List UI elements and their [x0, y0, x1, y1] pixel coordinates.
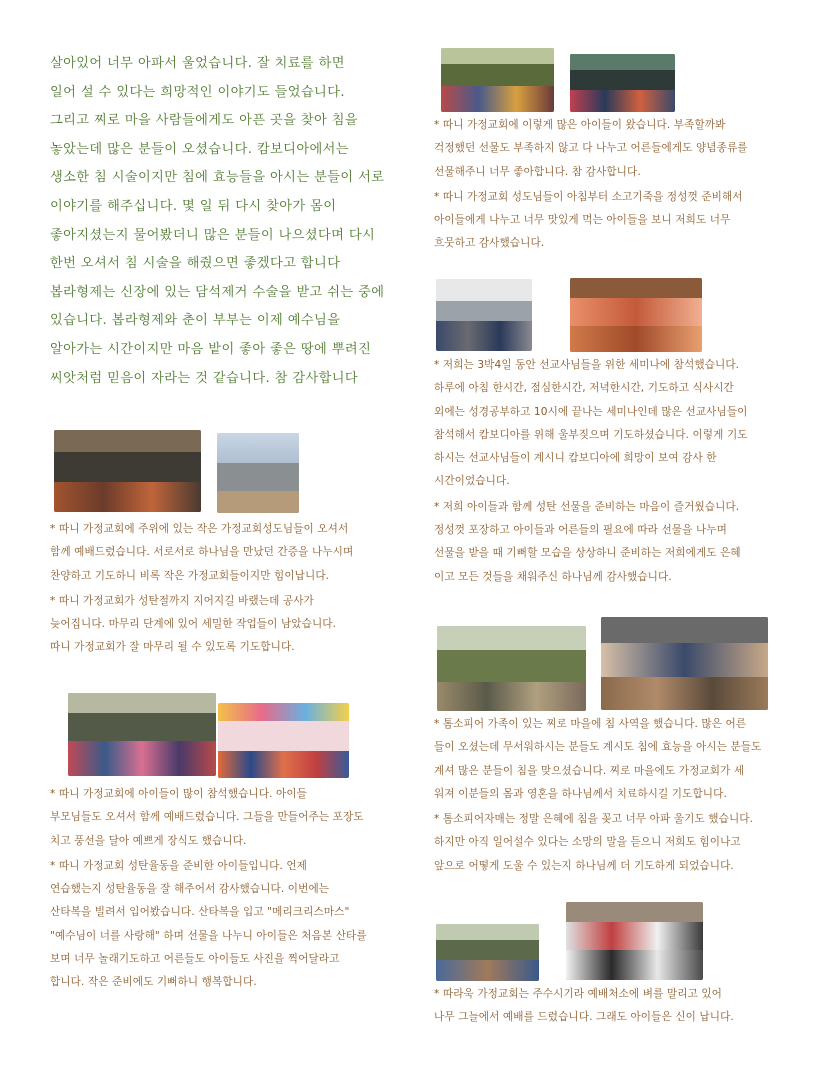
photo-children-group — [566, 902, 703, 980]
photo-many-children — [441, 48, 554, 112]
photo-tree-shade-worship — [436, 924, 539, 981]
photo-porridge-sharing — [570, 54, 675, 112]
note-paragraph: * 저희는 3박4일 동안 선교사님들을 위한 세미나에 참석했습니다. 하루에 아침 한시간, 점심한시간, 저녁한시간, 기도하고 식사시간 외에는 성경공부하고 10시에 끝나는 세미나인데 많은 선교사님들이 참석해서 캄보디아를 위해 울부짖으며 기도하셨습니다. 이렇게 기도 하시는 선교사님들이 계시니 캄보디아에 희망이 보여 감사 한 시간이었습니다. — [434, 359, 748, 488]
note-paragraph: * 따니 가정교회 성도님들이 아침부터 소고기죽을 정성껏 준비해서 아이들에게 나누고 너무 맛있게 먹는 아이들을 보니 저희도 너무 흐뭇하고 감사했습니다. — [434, 190, 743, 250]
intro-paragraph: 살아있어 너무 아파서 울었습니다. 잘 치료를 하면 일어 설 수 있다는 희망적인 이야기도 들었습니다. 그리고 찌로 마을 사람들에게도 아픈 곳을 찾아 침을 놓았는데 많은 분들이 오셨습니다. 캄보디아에서는 생소한 침 시술이지만 침에 효능들을 아시는 분들이 서로 이야기를 해주십니다. 몇 일 뒤 다시 찾아가 몸이 좋아지셨는지 물어봤더니 많은 분들이 나으셨다며 다시 한번 오셔서 침 시술을 해줬으면 좋겠다고 합니다 봅라형제는 신장에 있는 담석제거 수술을 받고 쉬는 중에 있습니다. 봅라형제와 춘이 부부는 이제 예수님을 알아가는 시간이지만 마음 밭이 좋아 좋은 땅에 뿌려진 씨앗처럼 믿음이 자라는 것 같습니다. 참 감사합니다 — [50, 56, 385, 386]
photo-gift-packaging — [570, 278, 702, 352]
right-section-3 — [434, 713, 814, 878]
photo-children-worship — [68, 693, 216, 776]
note-paragraph: * 따니 가정교회 성탄율동을 준비한 아이들입니다. 언제 연습했는지 성탄율동을 잘 해주어서 감사했습니다. 이번에는 산타복을 빌려서 입어봤습니다. 산타복을 입고 "메리크리스마스" "예수님이 너를 사랑해" 하며 선물을 나누니 아이들은 처음본 산타를 보며 너무 놀래기도하고 어른들도 아이들도 사진을 찍어달라고 합니다. 작은 준비에도 기뻐하니 행복합니다. — [50, 859, 367, 989]
photo-seminar-hall — [436, 279, 532, 351]
photo-church-construction — [217, 433, 299, 513]
photo-christmas-dance — [218, 703, 349, 778]
right-section-2 — [434, 354, 814, 589]
note-paragraph: * 저희 아이들과 함께 성탄 선물을 준비하는 마음이 즐거웠습니다. 정성껏 포장하고 아이들과 어른들의 필요에 따라 선물을 나누며 선물을 받을 때 기뻐할 모습을 상상하니 준비하는 저희에게도 은혜 이고 모든 것들을 채워주신 하나님께 감사했습니다. — [434, 500, 741, 583]
note-paragraph: * 톰소피어 가족이 있는 찌로 마을에 침 사역을 했습니다. 많은 어른 들이 오셨는데 무서워하시는 분들도 계시도 침에 효능을 아시는 분들도 계셔 많은 분들이 침을 맞으셨습니다. 찌로 마을에도 가정교회가 세 워져 이분들의 몸과 영혼을 하나님께서 치료하시길 기도합니다. — [434, 718, 762, 800]
note-paragraph: * 따니 가정교회에 아이들이 많이 참석했습니다. 아이들 부모님들도 오셔서 함께 예배드렸습니다. 그들을 만들어주는 포장도 치고 풍선을 달아 예쁘게 장식도 했습니다. — [50, 788, 364, 847]
intro-column — [50, 50, 410, 393]
note-paragraph: * 톰소피어자매는 정말 은혜에 침을 꽂고 너무 아파 울기도 했습니다. 하지만 아직 일어설수 있다는 소망의 말을 듣으니 저희도 힘이나고 앞으로 어떻게 도울 수 있는지 하나님께 더 기도하게 되었습니다. — [434, 813, 754, 872]
photo-acupuncture-treatment — [601, 617, 768, 710]
note-paragraph: * 따니 가정교회가 성탄절까지 지어지길 바랬는데 공사가 늦어집니다. 마무리 단계에 있어 세밀한 작업들이 남았습니다. 따니 가정교회가 잘 마무리 될 수 있도록 기도합니다. — [50, 594, 337, 654]
right-section-1 — [434, 114, 804, 256]
right-section-4 — [434, 983, 814, 1030]
photo-house-church-gathering — [54, 430, 201, 512]
note-paragraph: * 따니 가정교회에 주위에 있는 작은 가정교회성도님들이 오셔서 함께 예배드렸습니다. 서로서로 하나님을 만났던 간증을 나누시며 찬양하고 기도하니 비록 작은 가정교회들이지만 힘이납니다. — [50, 523, 354, 582]
note-paragraph: * 따니 가정교회에 이렇게 많은 아이들이 왔습니다. 부족할까봐 걱정했던 선물도 부족하지 않고 다 나누고 어른들에게도 양념종류를 선물해주니 너무 좋아합니다. 참 감사합니다. — [434, 119, 748, 178]
left-section-2 — [50, 783, 410, 995]
note-paragraph: * 따라욱 가정교회는 주수시기라 예배처소에 벼를 말리고 있어 나무 그늘에서 예배를 드렸습니다. 그래도 아이들은 신이 납니다. — [434, 988, 734, 1024]
photo-chiro-village-acupuncture — [437, 626, 586, 711]
left-section-1 — [50, 518, 410, 660]
